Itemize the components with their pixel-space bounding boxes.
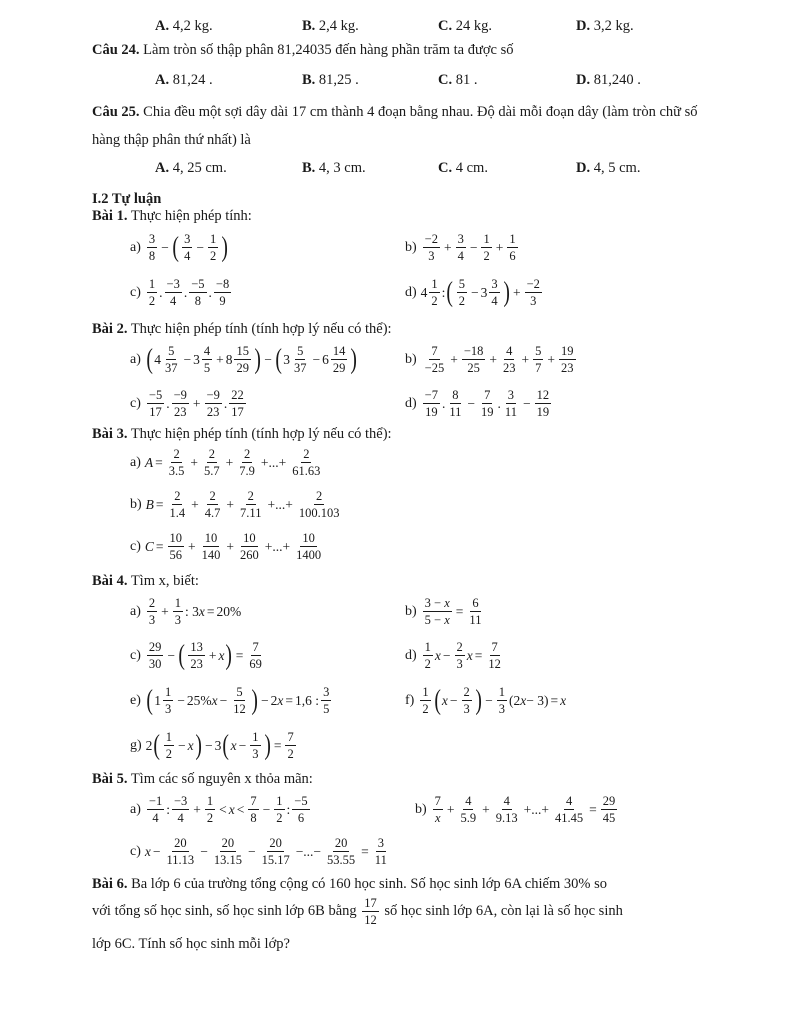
bai4-d: d) 1 2 x − $\frac{2}{3}$ x = $\frac{7}{12}$ [405,640,501,671]
q24-option-c: C. 81 . [438,72,478,88]
bai-5-heading: Bài 5. Tìm các số nguyên x thỏa mãn: [92,771,313,787]
bai2-a: a) ( 4 5 37 − 3 $\frac{4}{5}$ + 8 $\frac{15}{29}$ ) − ( 3 5 37 − 6 $\frac{14}{29}$ ) [130,343,358,375]
q24-option-a: A. 81,24 . [155,72,213,88]
bai-4-heading: Bài 4. Tìm x, biết: [92,573,199,589]
bai-6-line-2: với tổng số học sinh, số học sinh lớp 6B bằng 17 12 số học sinh lớp 6A, còn lại là số học sinh [92,896,623,927]
bai3-a: a) A = $\frac{2}{3.5}$ + $\frac{2}{5.7}$ + $\frac{2}{7.9}$ +...+ $\frac{2}{61.63}$ [130,447,321,478]
bai1-b: b) −2 3 + $\frac{3}{4}$ − $\frac{1}{2}$ + $\frac{1}{6}$ [405,232,516,263]
bai-2-heading: Bài 2. Thực hiện phép tính (tính hợp lý nếu có thể): [92,321,392,337]
q23-option-a: A. 4,2 kg. [155,18,213,34]
section-heading: I.2 Tự luận [92,191,162,207]
bai-1-heading: Bài 1. Thực hiện phép tính: [92,208,252,224]
q25-option-b: B. 4, 3 cm. [302,160,366,176]
q23-option-b: B. 2,4 kg. [302,18,359,34]
q23-option-c: C. 24 kg. [438,18,492,34]
bai-6-line-3: lớp 6C. Tính số học sinh mỗi lớp? [92,936,290,952]
question-25: Câu 25. Chia đều một sợi dây dài 17 cm thành 4 đoạn bằng nhau. Độ dài mỗi đoạn dây (làm tròn chữ số hàng thập phân thứ nhất) là [92,104,698,148]
bai-6-line-1: Bài 6. Ba lớp 6 của trường tổng cộng có 160 học sinh. Số học sinh lớp 6A chiếm 30% so [92,876,607,892]
bai4-f: f) 1 2 ( x − $\frac{2}{3}$ ) − $\frac{1}{3}$ (2 x − 3) = x [405,684,567,716]
bai3-b: b) B = $\frac{2}{1.4}$ + $\frac{2}{4.7}$ + $\frac{2}{7.11}$ +...+ $\frac{2}{100.103}$ [130,489,340,520]
bai2-b: b) 7 −25 + $\frac{-18}{25}$ + $\frac{4}{23}$ + $\frac{5}{7}$ + $\frac{19}{23}$ [405,344,574,375]
q24-option-d: D. 81,240 . [576,72,641,88]
bai5-b: b) 7 x + $\frac{4}{5.9}$ + $\frac{4}{9.13}$ +...+ $\frac{4}{41.45}$ = $\frac{29}{45}$ [415,794,616,825]
bai4-g: g) 2 ( 1 2 − x ) − 3 ( x − $\frac{1}{3}$ ) = $\frac{7}{2}$ [130,729,294,761]
q25-option-a: A. 4, 25 cm. [155,160,227,176]
q25-option-d: D. 4, 5 cm. [576,160,641,176]
question-24: Câu 24. Làm tròn số thập phân 81,24035 đến hàng phần trăm ta được số [92,42,514,58]
bai1-a: a) 3 8 − ( 3 4 − $\frac{1}{2}$ ) [130,231,229,263]
bai4-b: b) $\frac{3 - x}{5 - x}$ = $\frac{6}{11}$ [405,596,482,627]
bai4-a: a) 2 3 + $\frac{1}{3}$ : 3 x = 20% [130,596,242,627]
bai4-e: e) ( 1 1 3 − 25% x − $\frac{5}{12}$ ) − 2 x = 1,6 : $\frac{3}{5}$ [130,684,330,716]
bai2-d: d) −7 19 . 8 11 − $\frac{7}{19}$ . 3 11 − $\frac{12}{19}$ [405,388,550,419]
q25-option-c: C. 4 cm. [438,160,488,176]
bai3-c: c) C = $\frac{10}{56}$ + $\frac{10}{140}$ + $\frac{10}{260}$ +...+ $\frac{10}{1400}$ [130,531,322,562]
bai2-c: c) −5 17 . −9 23 + $\frac{-9}{23}$ . 22 17 [130,388,244,419]
bai5-c: c) x − $\frac{20}{11.13}$ − $\frac{20}{13.15}$ − $\frac{20}{15.17}$ −...− $\frac{20}{53.55}$ = $\frac{3}{11}$ [130,836,387,867]
bai5-a: a) −1 4 : −3 4 + $\frac{1}{2}$ < x < 7 8 − $\frac{1}{2}$ : −5 6 [130,794,308,825]
bai1-d: d) 4 1 2 : ( 5 2 − 3 $\frac{3}{4}$ ) + $\frac{-2}{3}$ [405,276,540,308]
bai4-c: c) 29 30 − ( 13 23 + x ) = $\frac{7}{69}$ [130,639,262,671]
bai-3-heading: Bài 3. Thực hiện phép tính (tính hợp lý nếu có thể): [92,426,392,442]
q24-option-b: B. 81,25 . [302,72,359,88]
bai1-c: c) 1 2 . −3 4 . −5 8 . −8 9 [130,277,230,308]
q23-option-d: D. 3,2 kg. [576,18,634,34]
